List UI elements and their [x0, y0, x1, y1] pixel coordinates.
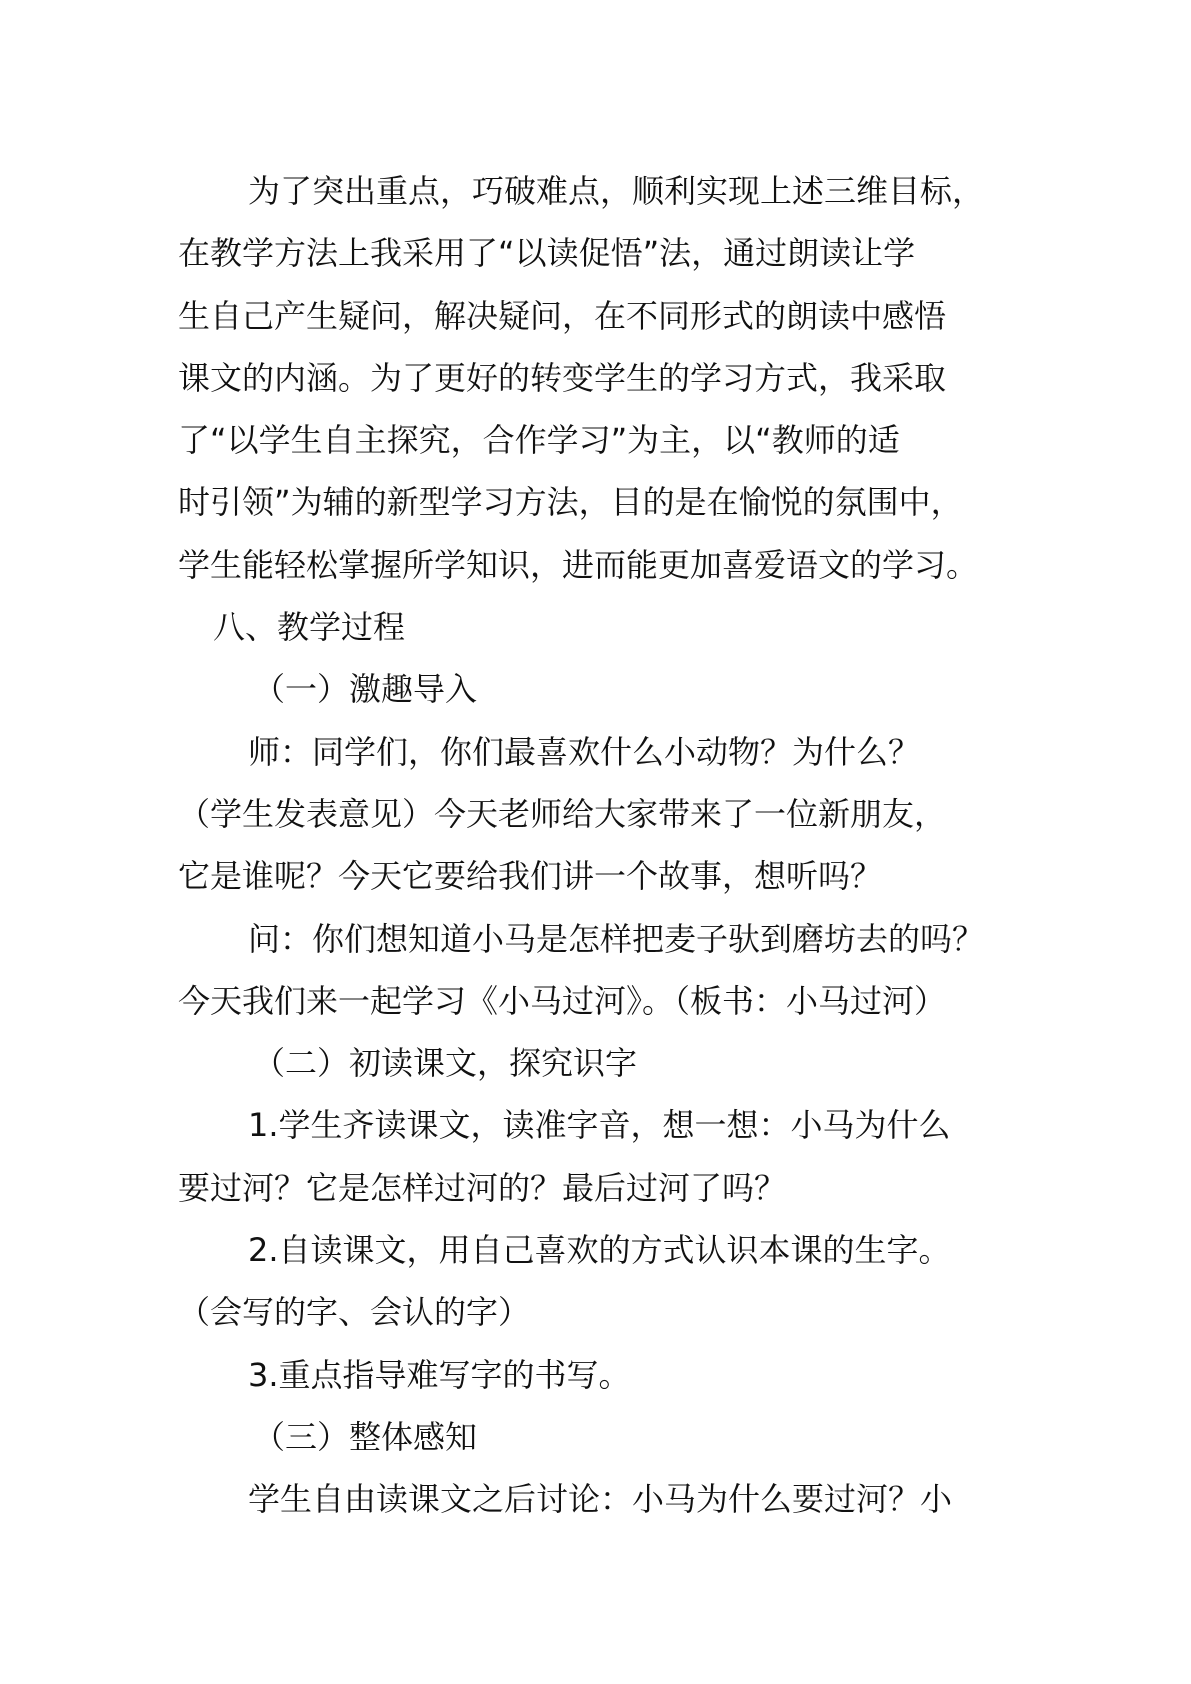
subsection-heading: （二）初读课文，探究识字	[253, 1044, 638, 1083]
section-heading: 八、教学过程	[213, 608, 406, 647]
list-item: 3.重点指导难写字的书写。	[248, 1355, 631, 1394]
paragraph-line: 它是谁呢？今天它要给我们讲一个故事，想听吗？	[178, 857, 883, 896]
paragraph-line: 学生能轻松掌握所学知识，进而能更加喜爱语文的学习。	[178, 545, 979, 584]
paragraph-line: 今天我们来一起学习《小马过河》。（板书：小马过河）	[178, 981, 947, 1020]
paragraph-line: （会写的字、会认的字）	[178, 1293, 531, 1332]
paragraph-line: 问：你们想知道小马是怎样把麦子驮到磨坊去的吗？	[248, 919, 985, 958]
subsection-heading: （三）整体感知	[253, 1417, 478, 1456]
paragraph-line: 生自己产生疑问，解决疑问，在不同形式的朗读中感悟	[178, 296, 947, 335]
document-body	[178, 160, 1058, 1531]
paragraph-line: 了“以学生自主探究，合作学习”为主，以“教师的适	[178, 421, 900, 460]
paragraph-line: 学生自由读课文之后讨论：小马为什么要过河？小	[248, 1480, 953, 1519]
paragraph-line: （学生发表意见）今天老师给大家带来了一位新朋友，	[178, 794, 947, 833]
paragraph-line: 师：同学们，你们最喜欢什么小动物？为什么？	[248, 732, 921, 771]
paragraph-line: 时引领”为辅的新型学习方法，目的是在愉悦的氛围中，	[178, 483, 963, 522]
paragraph-line: 课文的内涵。为了更好的转变学生的学习方式，我采取	[178, 358, 947, 397]
paragraph-line: 为了突出重点，巧破难点，顺利实现上述三维目标，	[248, 172, 985, 210]
paragraph-line: 要过河？它是怎样过河的？最后过河了吗？	[178, 1168, 787, 1207]
list-item: 1.学生齐读课文，读准字音，想一想：小马为什么	[248, 1106, 951, 1145]
paragraph-line: 在教学方法上我采用了“以读促悟”法，通过朗读让学	[178, 234, 916, 273]
subsection-heading: （一）激趣导入	[253, 670, 478, 709]
list-item: 2.自读课文，用自己喜欢的方式认识本课的生字。	[248, 1231, 951, 1270]
